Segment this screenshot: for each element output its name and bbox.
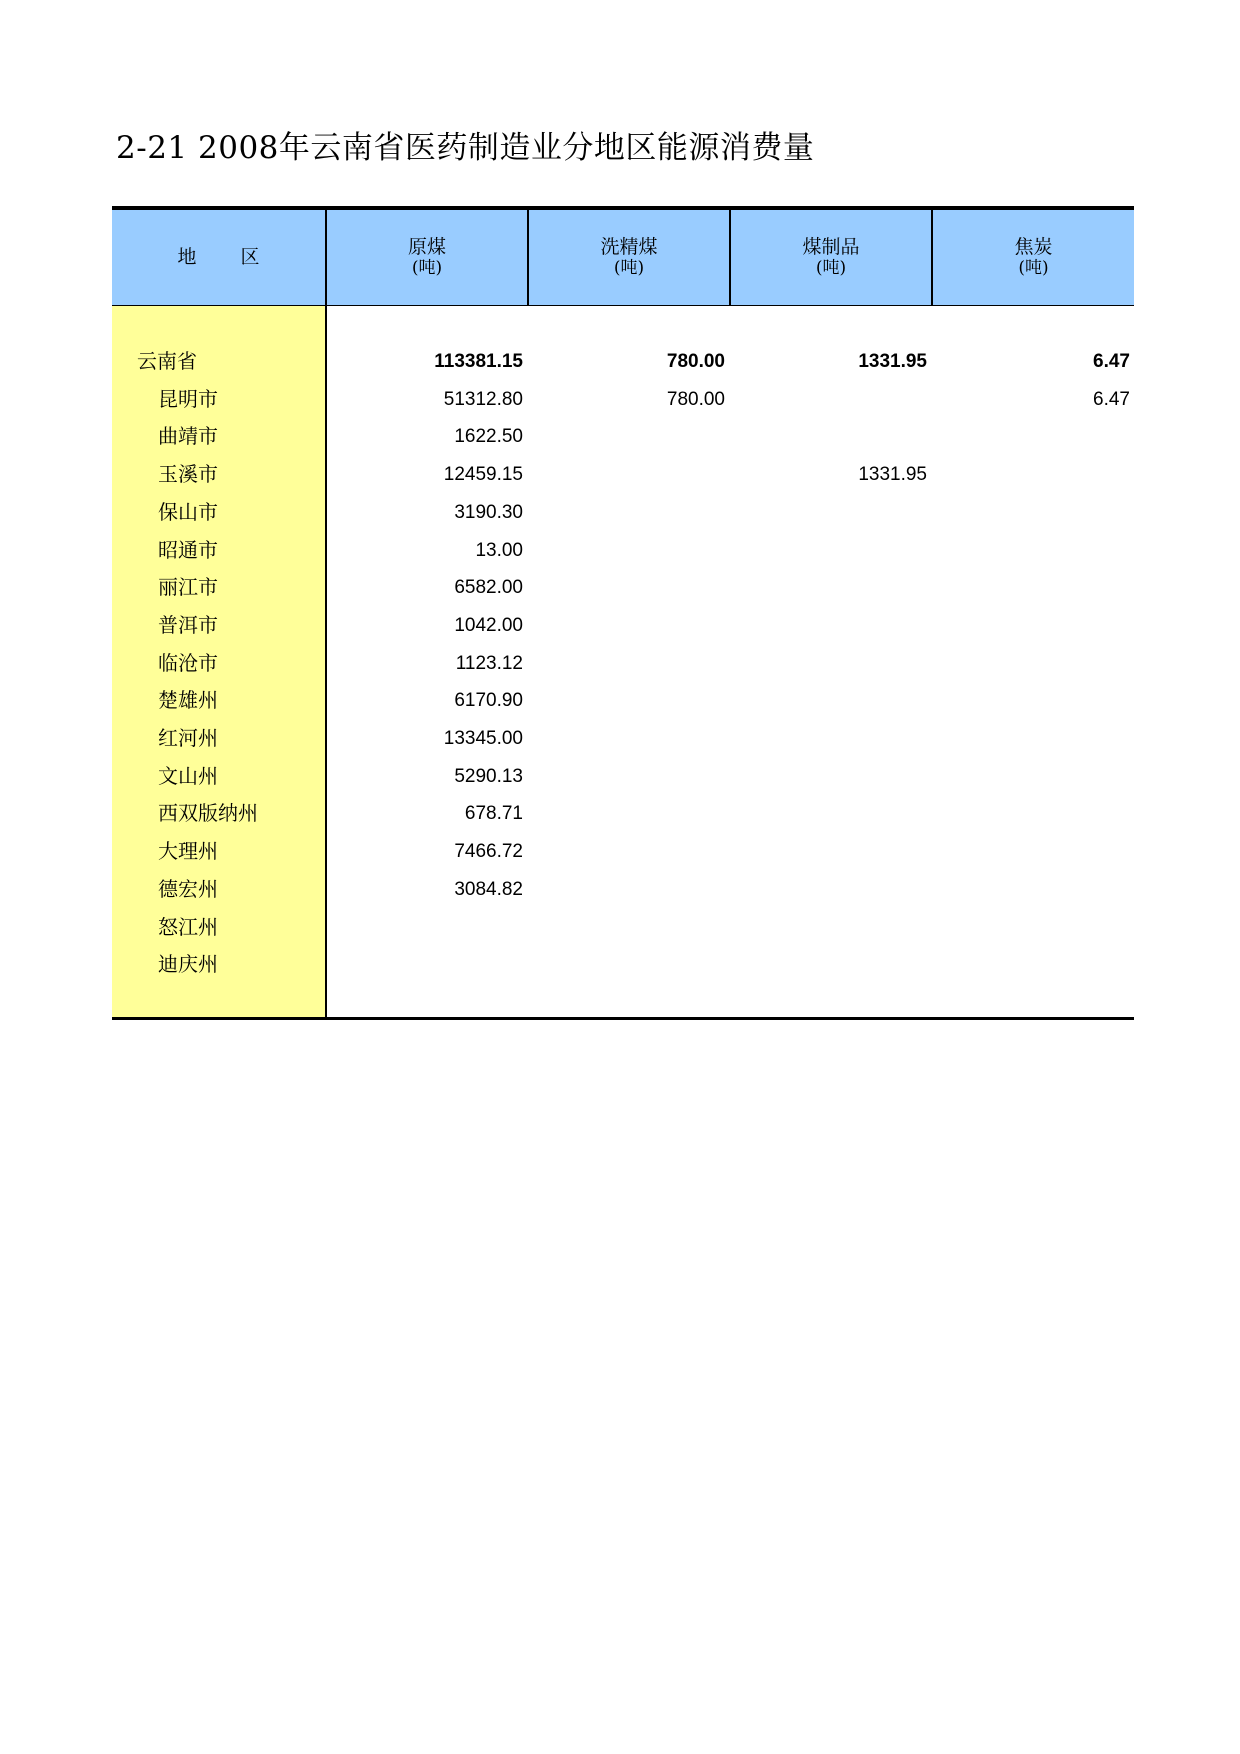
table-row xyxy=(112,682,1134,719)
value-cell xyxy=(525,645,725,682)
value-cell xyxy=(525,682,725,719)
region-name: 玉溪市 xyxy=(158,462,218,486)
value-cell xyxy=(727,795,927,832)
region-name: 德宏州 xyxy=(158,877,218,901)
header-area-char-right: 区 xyxy=(240,246,260,268)
value-cell: 1042.00 xyxy=(454,615,523,636)
value-cell xyxy=(930,758,1130,795)
value-cell xyxy=(727,569,927,606)
value-cell: 6.47 xyxy=(1093,389,1130,410)
value-cell: 51312.80 xyxy=(443,389,523,410)
value-cell: 12459.15 xyxy=(443,464,523,485)
value-cell xyxy=(323,909,523,946)
value-cell xyxy=(930,456,1130,493)
value-cell: 113381.15 xyxy=(434,351,523,372)
header-col-name: 洗精煤 xyxy=(600,235,658,258)
region-name: 保山市 xyxy=(158,500,218,524)
value-cell xyxy=(930,871,1130,908)
region-name: 昭通市 xyxy=(158,538,218,562)
value-cell xyxy=(727,532,927,569)
value-cell xyxy=(727,833,927,870)
value-cell: 780.00 xyxy=(666,389,725,410)
value-cell xyxy=(727,494,927,531)
value-cell: 3084.82 xyxy=(454,879,523,900)
value-cell xyxy=(727,909,927,946)
value-cell xyxy=(525,532,725,569)
value-cell xyxy=(525,607,725,644)
value-cell xyxy=(525,909,725,946)
region-name: 文山州 xyxy=(158,764,218,788)
region-name: 昆明市 xyxy=(158,387,218,411)
value-cell xyxy=(525,758,725,795)
value-cell xyxy=(525,720,725,757)
value-cell: 780.00 xyxy=(666,351,725,372)
table-row xyxy=(112,795,1134,832)
region-name: 丽江市 xyxy=(158,575,218,599)
header-col-name: 原煤 xyxy=(407,235,446,258)
value-cell xyxy=(930,645,1130,682)
region-name: 楚雄州 xyxy=(158,688,218,712)
table-row xyxy=(112,946,1134,983)
value-cell xyxy=(525,569,725,606)
page-title: 2-21 2008年云南省医药制造业分地区能源消费量 xyxy=(116,130,815,166)
value-cell xyxy=(930,833,1130,870)
value-cell xyxy=(525,946,725,983)
table-row xyxy=(112,456,1134,493)
value-cell: 5290.13 xyxy=(454,766,523,787)
table-header xyxy=(112,210,1134,306)
header-col-name: 煤制品 xyxy=(802,235,860,258)
table-row xyxy=(112,494,1134,531)
table-row xyxy=(112,381,1134,418)
table-row xyxy=(112,645,1134,682)
value-cell: 1331.95 xyxy=(858,351,927,372)
value-cell xyxy=(930,418,1130,455)
region-name: 普洱市 xyxy=(158,613,218,637)
table-row xyxy=(112,833,1134,870)
value-cell xyxy=(930,682,1130,719)
value-cell xyxy=(930,494,1130,531)
value-cell xyxy=(525,871,725,908)
table-row xyxy=(112,569,1134,606)
table-row xyxy=(112,720,1134,757)
header-area xyxy=(112,210,325,305)
value-cell xyxy=(930,795,1130,832)
value-cell: 13345.00 xyxy=(443,728,523,749)
header-area-char-left: 地 xyxy=(177,246,197,268)
table-row xyxy=(112,758,1134,795)
value-cell xyxy=(525,418,725,455)
value-cell: 1622.50 xyxy=(454,426,523,447)
value-cell: 1123.12 xyxy=(455,653,523,674)
value-cell xyxy=(727,758,927,795)
table-row xyxy=(112,607,1134,644)
value-cell xyxy=(930,569,1130,606)
value-cell xyxy=(727,381,927,418)
value-cell: 678.71 xyxy=(464,803,523,824)
table-row xyxy=(112,532,1134,569)
region-name: 云南省 xyxy=(137,349,197,373)
header-col-unit: (吨) xyxy=(815,257,847,278)
region-name: 大理州 xyxy=(158,839,218,863)
region-name: 迪庆州 xyxy=(158,952,218,976)
header-area-label xyxy=(177,247,259,268)
value-cell xyxy=(525,456,725,493)
header-col-name: 焦炭 xyxy=(1014,235,1053,258)
value-cell xyxy=(323,946,523,983)
energy-table xyxy=(112,206,1134,1020)
header-col-coke xyxy=(931,210,1134,305)
value-cell xyxy=(727,607,927,644)
header-col-raw-coal xyxy=(325,210,527,305)
value-cell: 6170.90 xyxy=(454,690,523,711)
value-cell: 3190.30 xyxy=(454,502,523,523)
table-row xyxy=(112,418,1134,455)
value-cell xyxy=(727,720,927,757)
value-cell xyxy=(525,833,725,870)
value-cell: 6.47 xyxy=(1093,351,1130,372)
value-cell xyxy=(727,682,927,719)
region-name: 临沧市 xyxy=(158,651,218,675)
value-cell xyxy=(727,418,927,455)
value-cell xyxy=(930,720,1130,757)
table-bottom-rule xyxy=(112,1017,1134,1020)
table-row-total xyxy=(112,343,1134,380)
table-row xyxy=(112,909,1134,946)
value-cell xyxy=(930,946,1130,983)
header-col-unit: (吨) xyxy=(613,257,645,278)
value-cell: 7466.72 xyxy=(454,841,523,862)
value-cell: 1331.95 xyxy=(858,464,927,485)
header-col-unit: (吨) xyxy=(1018,257,1049,278)
header-col-unit: (吨) xyxy=(411,257,443,278)
value-cell xyxy=(525,795,725,832)
value-cell xyxy=(930,607,1130,644)
value-cell xyxy=(525,494,725,531)
header-col-washed-coal xyxy=(527,210,729,305)
region-name: 红河州 xyxy=(158,726,218,750)
region-name: 西双版纳州 xyxy=(158,801,258,825)
value-cell xyxy=(727,946,927,983)
value-cell xyxy=(930,532,1130,569)
value-cell: 6582.00 xyxy=(454,577,523,598)
table-row xyxy=(112,871,1134,908)
region-name: 怒江州 xyxy=(158,915,218,939)
region-name: 曲靖市 xyxy=(158,424,218,448)
value-cell xyxy=(727,645,927,682)
value-cell: 13.00 xyxy=(475,540,523,561)
value-cell xyxy=(727,871,927,908)
header-col-coal-products xyxy=(729,210,931,305)
value-cell xyxy=(930,909,1130,946)
